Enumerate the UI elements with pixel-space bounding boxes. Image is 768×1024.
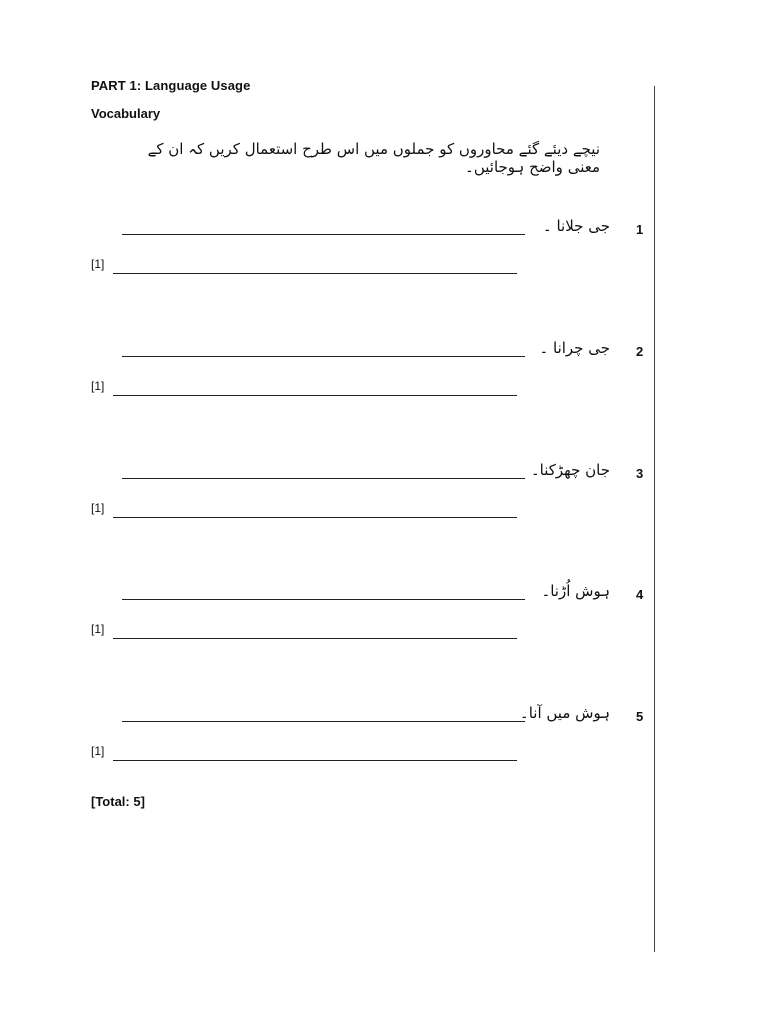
question-number: 5 bbox=[636, 709, 644, 724]
answer-line[interactable] bbox=[122, 721, 525, 722]
mark-allocation: [1] bbox=[91, 501, 105, 515]
mark-allocation: [1] bbox=[91, 622, 105, 636]
question-number: 2 bbox=[636, 344, 644, 359]
answer-line[interactable] bbox=[113, 273, 517, 274]
total-marks: [Total: 5] bbox=[91, 794, 145, 809]
answer-line[interactable] bbox=[122, 478, 525, 479]
question-item bbox=[0, 704, 768, 769]
question-phrase: ہوش میں آنا۔ bbox=[519, 704, 610, 722]
question-item bbox=[0, 217, 768, 282]
answer-line[interactable] bbox=[122, 356, 525, 357]
answer-line[interactable] bbox=[113, 395, 517, 396]
question-item bbox=[0, 582, 768, 647]
question-item bbox=[0, 461, 768, 526]
mark-allocation: [1] bbox=[91, 379, 105, 393]
mark-allocation: [1] bbox=[91, 744, 105, 758]
answer-line[interactable] bbox=[122, 234, 525, 235]
question-item bbox=[0, 339, 768, 404]
question-number: 1 bbox=[636, 222, 644, 237]
answer-line[interactable] bbox=[113, 638, 517, 639]
question-phrase: جی چرانا ۔ bbox=[539, 339, 610, 357]
part-title: PART 1: Language Usage bbox=[91, 78, 251, 93]
mark-allocation: [1] bbox=[91, 257, 105, 271]
instruction-text: نیچے دیئے گئے محاوروں کو جملوں میں اس طرح استعمال کریں کہ ان کے معنی واضح ہوجائیں۔ bbox=[147, 140, 600, 176]
question-number: 3 bbox=[636, 466, 644, 481]
question-number: 4 bbox=[636, 587, 644, 602]
answer-line[interactable] bbox=[122, 599, 525, 600]
question-phrase: ہوش اُڑنا۔ bbox=[541, 582, 610, 600]
question-phrase: جی جلانا ۔ bbox=[542, 217, 610, 235]
answer-line[interactable] bbox=[113, 517, 517, 518]
answer-line[interactable] bbox=[113, 760, 517, 761]
question-phrase: جان چھڑکنا۔ bbox=[530, 461, 610, 479]
section-title: Vocabulary bbox=[91, 106, 161, 121]
